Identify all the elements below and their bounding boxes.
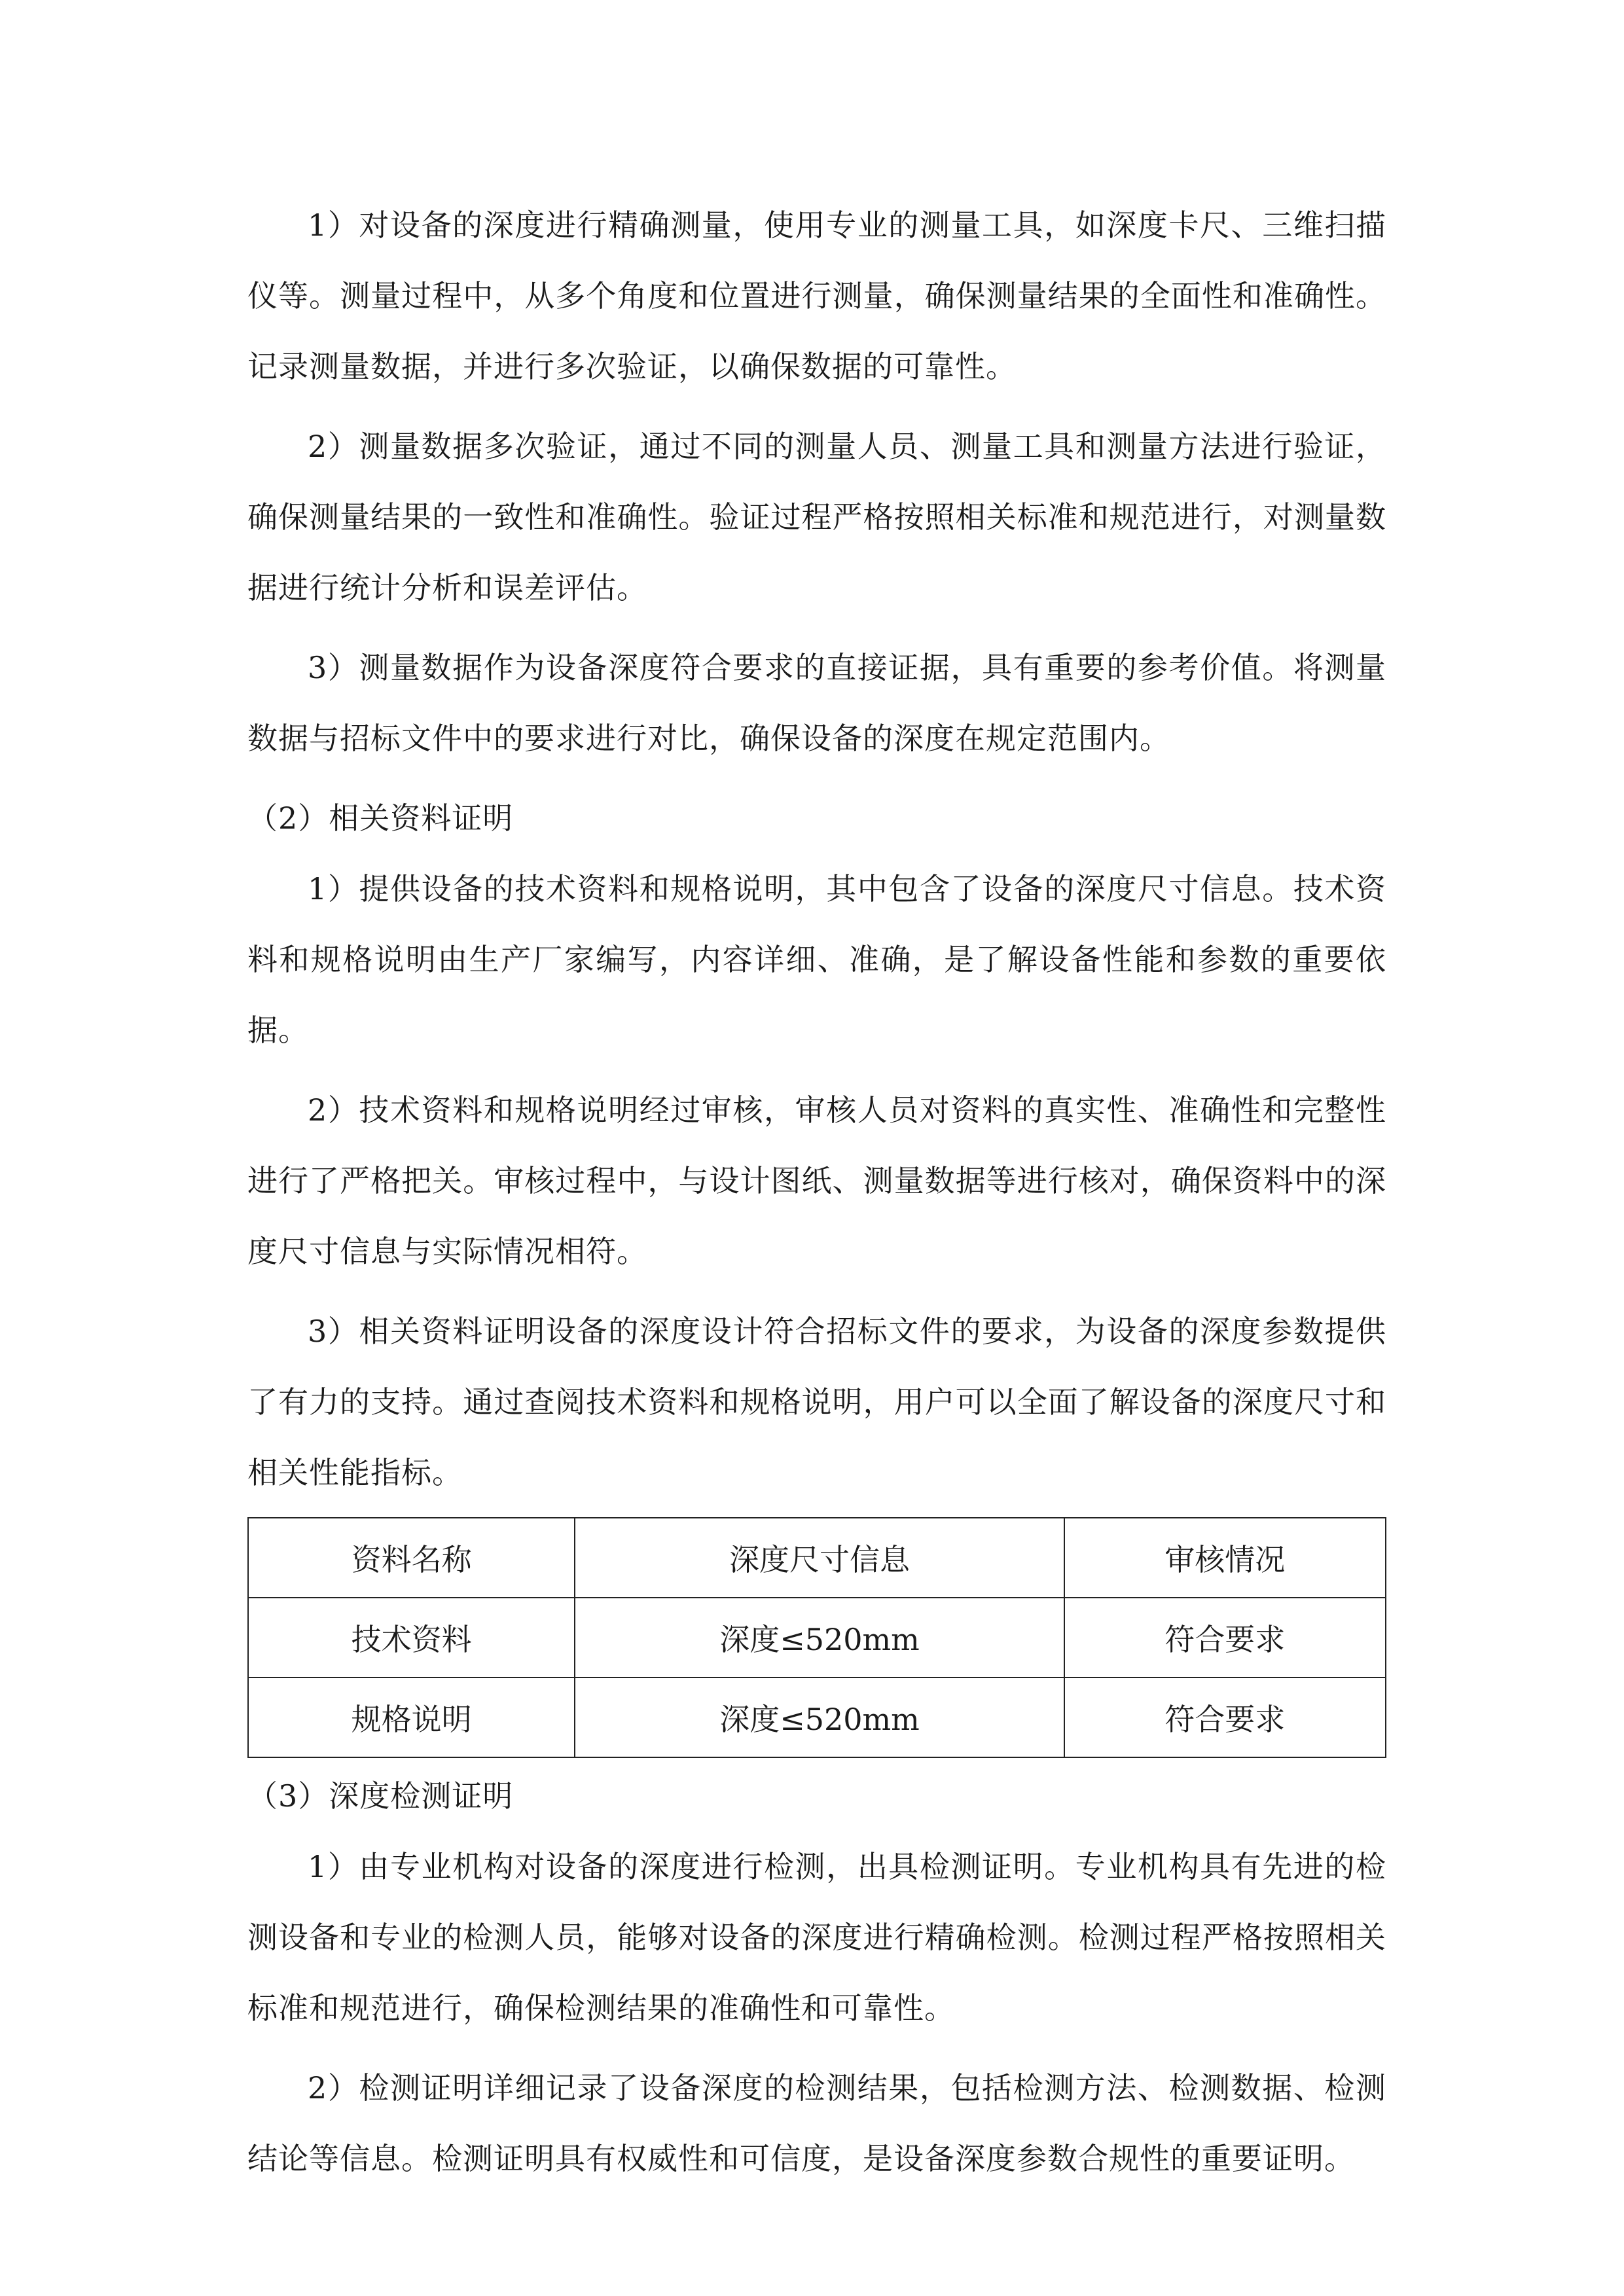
paragraph-measurement-2: 2）测量数据多次验证，通过不同的测量人员、测量工具和测量方法进行验证，确保测量结果的一致性和准确性。验证过程严格按照相关标准和规范进行，对测量数据进行统计分析和误差评估。 xyxy=(247,429,1386,605)
paragraph-documents-2: 2）技术资料和规格说明经过审核，审核人员对资料的真实性、准确性和完整性进行了严格把关。审核过程中，与设计图纸、测量数据等进行核对，确保资料中的深度尺寸信息与实际情况相符。 xyxy=(247,1092,1386,1269)
column-header-document-name: 资料名称 xyxy=(248,1518,575,1598)
paragraph-measurement-1: 1）对设备的深度进行精确测量，使用专业的测量工具，如深度卡尺、三维扫描仪等。测量过程中，从多个角度和位置进行测量，确保测量结果的全面性和准确性。记录测量数据，并进行多次验证，以确保数据的可靠性。 xyxy=(247,207,1386,384)
column-header-depth-info: 深度尺寸信息 xyxy=(575,1518,1064,1598)
table-cell: 规格说明 xyxy=(248,1677,575,1757)
table-cell: 技术资料 xyxy=(248,1598,575,1677)
section-heading-inspection: （3）深度检测证明 xyxy=(247,1778,514,1814)
table-cell: 深度≤520mm xyxy=(575,1677,1064,1757)
table-row xyxy=(248,1677,1386,1757)
section-heading-documents: （2）相关资料证明 xyxy=(247,800,514,836)
depth-info-table xyxy=(247,1517,1386,1758)
paragraph-documents-1: 1）提供设备的技术资料和规格说明，其中包含了设备的深度尺寸信息。技术资料和规格说明由生产厂家编写，内容详细、准确，是了解设备性能和参数的重要依据。 xyxy=(247,871,1386,1048)
paragraph-documents-3: 3）相关资料证明设备的深度设计符合招标文件的要求，为设备的深度参数提供了有力的支持。通过查阅技术资料和规格说明，用户可以全面了解设备的深度尺寸和相关性能指标。 xyxy=(247,1314,1386,1490)
table-header-row xyxy=(248,1518,1386,1598)
table-cell: 符合要求 xyxy=(1064,1598,1386,1677)
table-cell: 深度≤520mm xyxy=(575,1598,1064,1677)
document-page xyxy=(247,190,1386,2203)
table-row xyxy=(248,1598,1386,1677)
table-cell: 符合要求 xyxy=(1064,1677,1386,1757)
paragraph-measurement-3: 3）测量数据作为设备深度符合要求的直接证据，具有重要的参考价值。将测量数据与招标文件中的要求进行对比，确保设备的深度在规定范围内。 xyxy=(247,650,1386,756)
paragraph-inspection-2: 2）检测证明详细记录了设备深度的检测结果，包括检测方法、检测数据、检测结论等信息。检测证明具有权威性和可信度，是设备深度参数合规性的重要证明。 xyxy=(247,2070,1386,2176)
column-header-review-status: 审核情况 xyxy=(1064,1518,1386,1598)
paragraph-inspection-1: 1）由专业机构对设备的深度进行检测，出具检测证明。专业机构具有先进的检测设备和专业的检测人员，能够对设备的深度进行精确检测。检测过程严格按照相关标准和规范进行，确保检测结果的准确性和可靠性。 xyxy=(247,1849,1386,2026)
